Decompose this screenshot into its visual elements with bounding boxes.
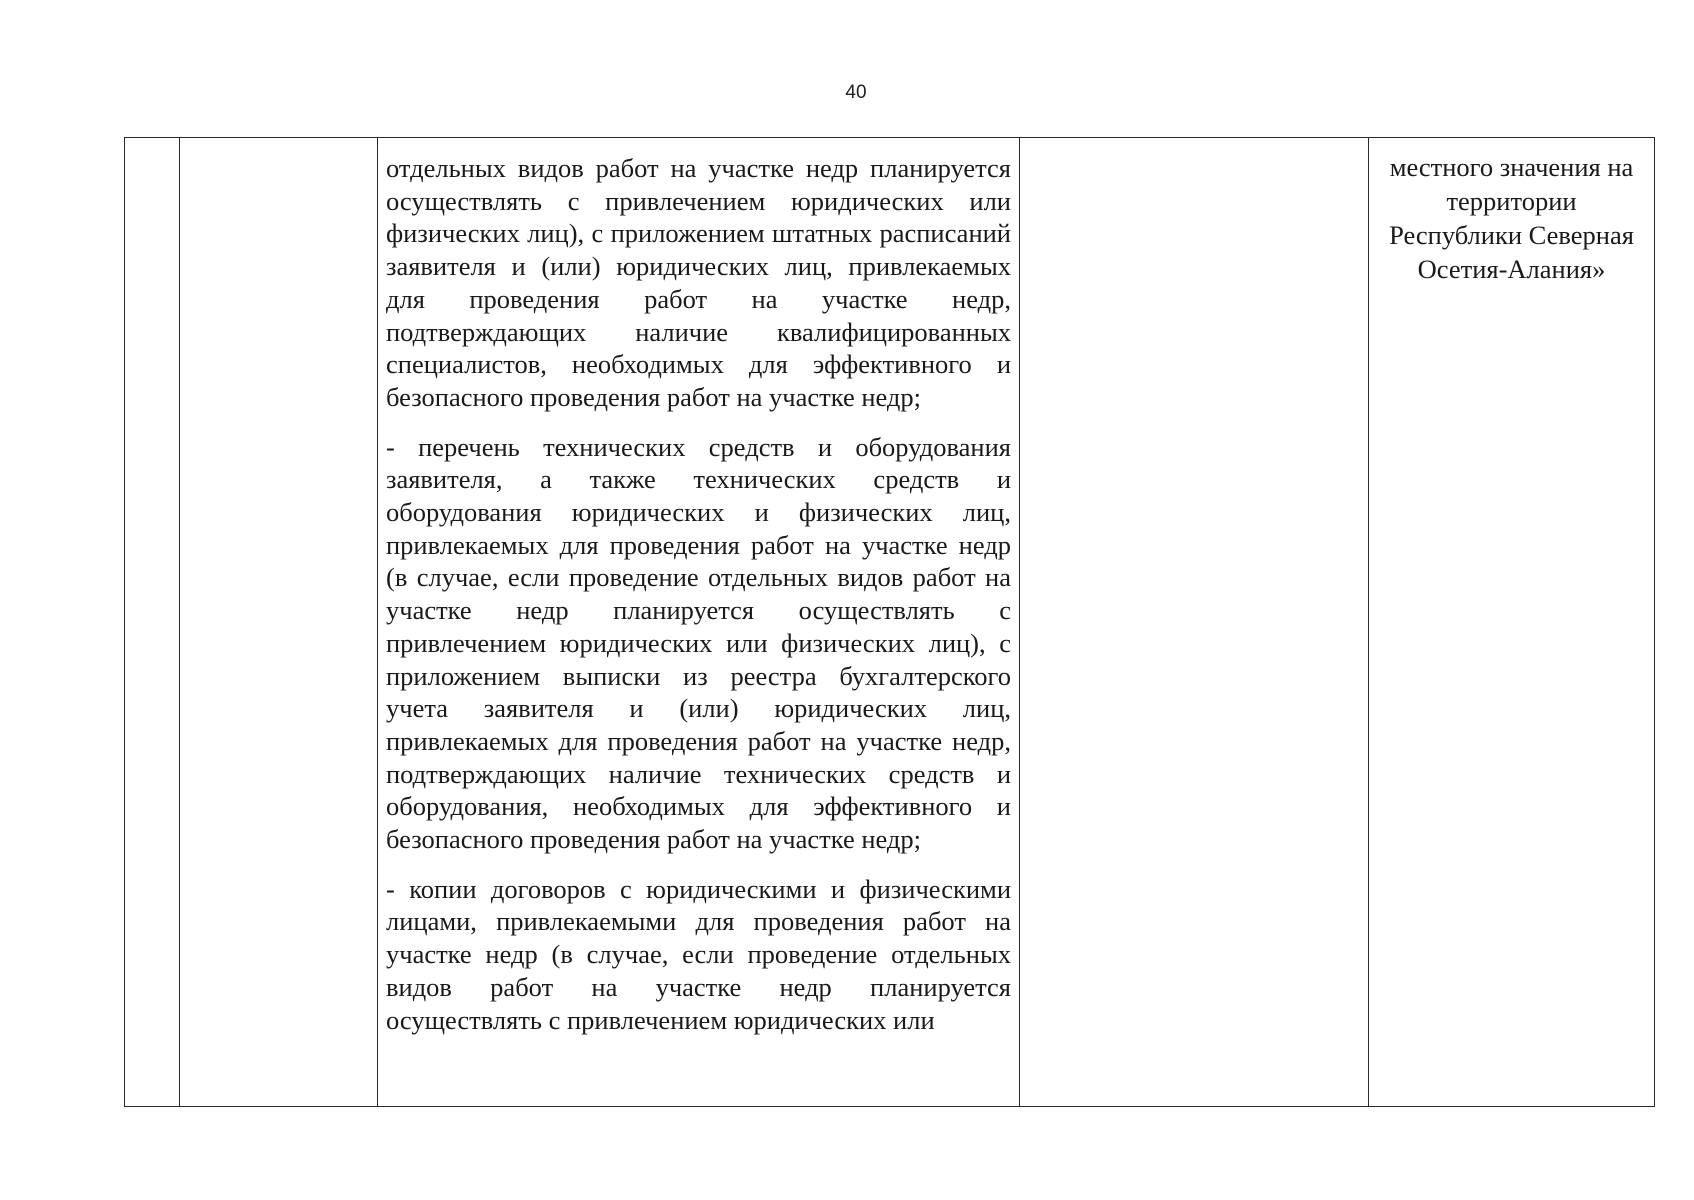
table-row	[125, 138, 1655, 1107]
table-cell-name	[180, 138, 378, 1107]
documents-paragraph: - копии договоров с юридическими и физическими лицами, привлекаемыми для проведения работ на участке недр (в случае, если проведение отдельных видов работ на участке недр планируется осуществлять с привлечением юридических или	[386, 873, 1011, 1035]
table-cell-empty	[1020, 138, 1369, 1107]
page-number: 40	[845, 82, 867, 103]
documents-text	[378, 138, 1019, 1036]
requirements-table	[124, 137, 1655, 1107]
table-cell-documents	[378, 138, 1020, 1107]
documents-paragraph: отдельных видов работ на участке недр планируется осуществлять с привлечением юридических или физических лиц), с приложением штатных расписаний заявителя и (или) юридических лиц, привлекаемых для проведения работ на участке недр, подтверждающих наличие квалифицированных специалистов, необходимых для эффективного и безопасного проведения работ на участке недр;	[386, 153, 1011, 412]
table-cell-number	[125, 138, 180, 1107]
documents-paragraph: - перечень технических средств и оборудования заявителя, а также технических средств и оборудования юридических и физических лиц, привлекаемых для проведения работ на участке недр (в случае, если проведение отдельных видов работ на участке недр планируется осуществлять с привлечением юридических или физических лиц), с приложением выписки из реестра бухгалтерского учета заявителя и (или) юридических лиц, привлекаемых для проведения работ на участке недр, подтверждающих наличие технических средств и оборудования, необходимых для эффективного и безопасного проведения работ на участке недр;	[386, 431, 1011, 855]
table-cell-legal-basis	[1369, 138, 1655, 1107]
legal-basis-text: местного значения на территории Республики Северная Осетия-Алания»	[1389, 152, 1634, 284]
